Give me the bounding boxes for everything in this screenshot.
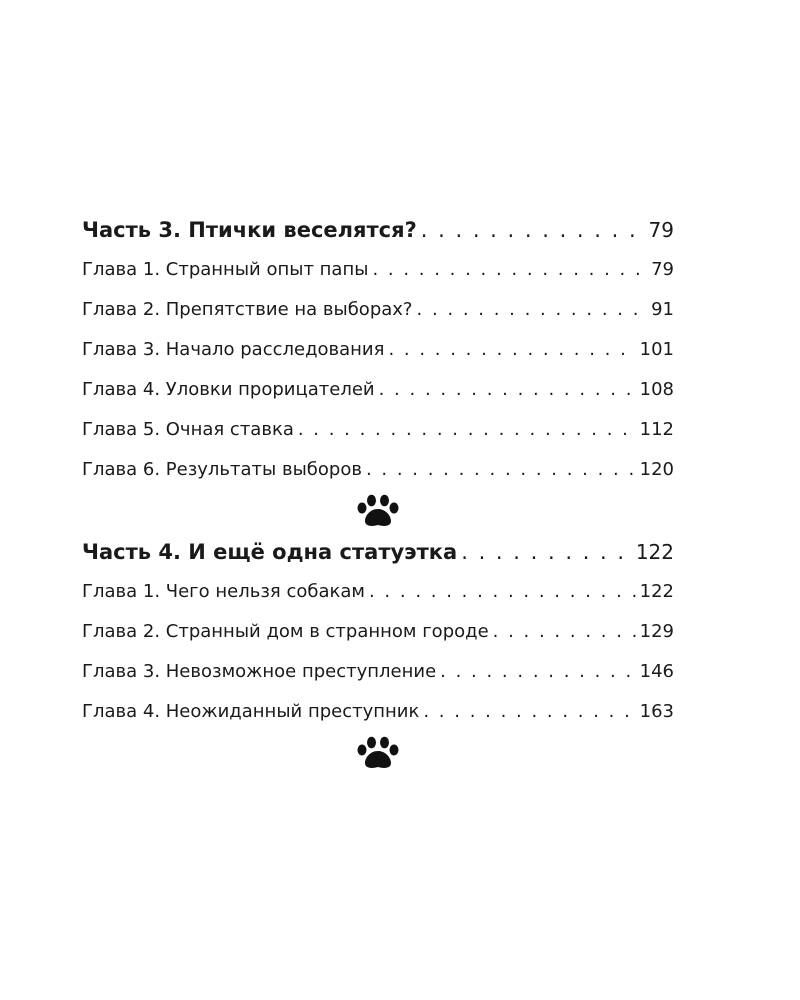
toc-page-number: 79	[651, 259, 674, 280]
table-of-contents	[82, 210, 674, 796]
toc-page-number: 146	[639, 661, 674, 682]
toc-page-number: 101	[639, 339, 674, 360]
toc-leader-dots	[419, 692, 635, 732]
toc-page-number: 122	[635, 540, 674, 564]
toc-chapter[interactable]	[82, 572, 674, 612]
toc-chapter[interactable]	[82, 370, 674, 410]
toc-chapter-title: Глава 4. Уловки прорицателей	[82, 379, 375, 400]
paw-print-icon	[355, 736, 401, 770]
toc-chapter[interactable]	[82, 692, 674, 732]
section-divider	[82, 490, 674, 532]
toc-leader-dots	[384, 330, 635, 370]
toc-leader-dots	[413, 290, 648, 330]
toc-chapter-title: Глава 3. Невозможное преступление	[82, 661, 437, 682]
toc-chapter-title: Глава 1. Странный опыт папы	[82, 259, 369, 280]
toc-chapter-title: Глава 2. Странный дом в странном городе	[82, 621, 489, 642]
toc-leader-dots	[489, 612, 636, 652]
toc-part-title: Часть 3. Птички веселятся?	[82, 218, 417, 242]
toc-page-number: 129	[639, 621, 674, 642]
toc-chapter-title: Глава 1. Чего нельзя собакам	[82, 581, 365, 602]
toc-chapter[interactable]	[82, 450, 674, 490]
toc-part-3[interactable]	[82, 210, 674, 250]
toc-chapter-title: Глава 5. Очная ставка	[82, 419, 294, 440]
toc-leader-dots	[417, 210, 645, 250]
toc-page-number: 91	[651, 299, 674, 320]
toc-chapter-title: Глава 4. Неожиданный преступник	[82, 701, 420, 722]
toc-chapter[interactable]	[82, 290, 674, 330]
toc-page-number: 108	[639, 379, 674, 400]
paw-print-icon	[355, 494, 401, 528]
toc-page-number: 122	[639, 581, 674, 602]
toc-chapter[interactable]	[82, 612, 674, 652]
toc-chapter[interactable]	[82, 330, 674, 370]
toc-leader-dots	[457, 532, 632, 572]
toc-chapter-title: Глава 2. Препятствие на выборах?	[82, 299, 413, 320]
toc-page-number: 120	[639, 459, 674, 480]
toc-chapter[interactable]	[82, 652, 674, 692]
toc-page-number: 112	[639, 419, 674, 440]
toc-part-4[interactable]	[82, 532, 674, 572]
toc-chapter-title: Глава 6. Результаты выборов	[82, 459, 362, 480]
toc-leader-dots	[362, 450, 636, 490]
toc-page-number: 163	[639, 701, 674, 722]
toc-chapter[interactable]	[82, 410, 674, 450]
toc-leader-dots	[365, 572, 636, 612]
toc-leader-dots	[436, 652, 635, 692]
toc-chapter[interactable]	[82, 250, 674, 290]
toc-leader-dots	[368, 250, 647, 290]
toc-chapter-title: Глава 3. Начало расследования	[82, 339, 385, 360]
toc-page-number: 79	[648, 218, 674, 242]
toc-leader-dots	[294, 410, 636, 450]
section-divider	[82, 732, 674, 796]
toc-part-title: Часть 4. И ещё одна статуэтка	[82, 540, 458, 564]
toc-leader-dots	[375, 370, 636, 410]
